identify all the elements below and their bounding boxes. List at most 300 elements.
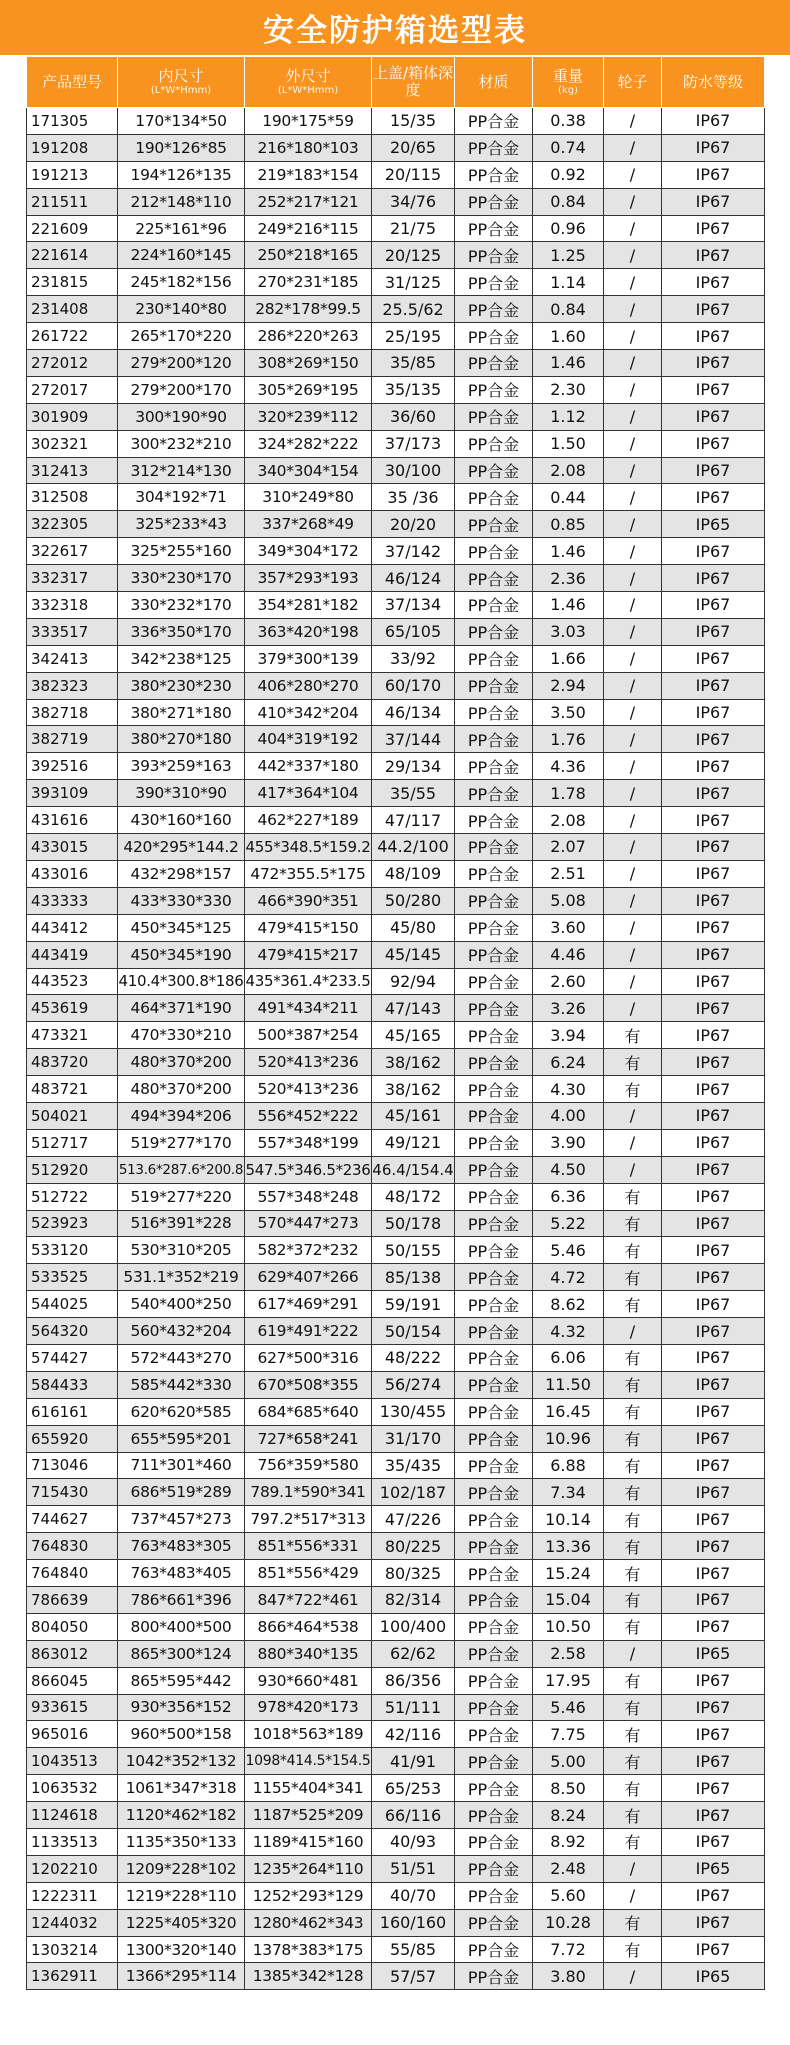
cell-inner-size: 480*370*200	[118, 1076, 245, 1103]
table-row	[27, 108, 765, 135]
cell-weight: 10.96	[533, 1425, 604, 1452]
cell-outer-size: 617*469*291	[245, 1291, 372, 1318]
cell-model: 655920	[27, 1425, 118, 1452]
cell-weight: 0.96	[533, 215, 604, 242]
cell-outer-size: 249*216*115	[245, 215, 372, 242]
cell-rating: IP67	[662, 834, 765, 861]
cell-material: PP合金	[455, 108, 533, 135]
cell-model: 332318	[27, 592, 118, 619]
cell-rating: IP65	[662, 1963, 765, 1990]
table-row	[27, 1802, 765, 1829]
cell-inner-size: 530*310*205	[118, 1237, 245, 1264]
cell-rating: IP67	[662, 565, 765, 592]
cell-inner-size: 519*277*170	[118, 1129, 245, 1156]
cell-depth: 65/253	[372, 1775, 455, 1802]
cell-material: PP合金	[455, 1210, 533, 1237]
cell-inner-size: 212*148*110	[118, 188, 245, 215]
cell-model: 302321	[27, 430, 118, 457]
cell-model: 866045	[27, 1667, 118, 1694]
cell-model: 433016	[27, 860, 118, 887]
cell-wheel: /	[604, 780, 662, 807]
cell-outer-size: 930*660*481	[245, 1667, 372, 1694]
cell-rating: IP67	[662, 1802, 765, 1829]
table-row	[27, 457, 765, 484]
cell-rating: IP67	[662, 995, 765, 1022]
cell-outer-size: 417*364*104	[245, 780, 372, 807]
cell-material: PP合金	[455, 672, 533, 699]
cell-weight: 5.60	[533, 1882, 604, 1909]
table-row	[27, 1264, 765, 1291]
cell-rating: IP67	[662, 457, 765, 484]
cell-outer-size: 406*280*270	[245, 672, 372, 699]
cell-depth: 41/91	[372, 1748, 455, 1775]
cell-weight: 4.50	[533, 1156, 604, 1183]
cell-depth: 48/172	[372, 1183, 455, 1210]
cell-outer-size: 435*361.4*233.5	[245, 968, 372, 995]
cell-inner-size: 513.6*287.6*200.8	[118, 1156, 245, 1183]
cell-wheel: /	[604, 1855, 662, 1882]
cell-inner-size: 686*519*289	[118, 1479, 245, 1506]
cell-wheel: /	[604, 296, 662, 323]
cell-outer-size: 216*180*103	[245, 134, 372, 161]
cell-inner-size: 300*232*210	[118, 430, 245, 457]
cell-depth: 37/142	[372, 538, 455, 565]
cell-outer-size: 684*685*640	[245, 1398, 372, 1425]
cell-wheel: /	[604, 457, 662, 484]
cell-material: PP合金	[455, 1586, 533, 1613]
cell-wheel: 有	[604, 1479, 662, 1506]
cell-depth: 20/125	[372, 242, 455, 269]
cell-depth: 40/70	[372, 1882, 455, 1909]
cell-rating: IP67	[662, 1183, 765, 1210]
cell-rating: IP67	[662, 1882, 765, 1909]
cell-model: 221609	[27, 215, 118, 242]
cell-weight: 3.94	[533, 1022, 604, 1049]
cell-rating: IP67	[662, 941, 765, 968]
cell-weight: 2.08	[533, 457, 604, 484]
cell-rating: IP67	[662, 726, 765, 753]
cell-material: PP合金	[455, 1721, 533, 1748]
cell-outer-size: 308*269*150	[245, 350, 372, 377]
cell-material: PP合金	[455, 565, 533, 592]
cell-wheel: 有	[604, 1694, 662, 1721]
cell-depth: 48/222	[372, 1344, 455, 1371]
cell-rating: IP67	[662, 1076, 765, 1103]
cell-rating: IP67	[662, 350, 765, 377]
cell-model: 483721	[27, 1076, 118, 1103]
cell-weight: 2.58	[533, 1640, 604, 1667]
cell-wheel: /	[604, 108, 662, 135]
cell-rating: IP67	[662, 1694, 765, 1721]
cell-outer-size: 1385*342*128	[245, 1963, 372, 1990]
cell-model: 1222311	[27, 1882, 118, 1909]
cell-inner-size: 786*661*396	[118, 1586, 245, 1613]
cell-rating: IP67	[662, 1371, 765, 1398]
cell-wheel: /	[604, 1882, 662, 1909]
table-row	[27, 1479, 765, 1506]
cell-material: PP合金	[455, 1425, 533, 1452]
cell-material: PP合金	[455, 1237, 533, 1264]
cell-outer-size: 337*268*49	[245, 511, 372, 538]
cell-model: 533120	[27, 1237, 118, 1264]
cell-wheel: /	[604, 807, 662, 834]
table-row	[27, 1049, 765, 1076]
cell-weight: 0.74	[533, 134, 604, 161]
table-row	[27, 1882, 765, 1909]
cell-depth: 100/400	[372, 1613, 455, 1640]
cell-wheel: /	[604, 834, 662, 861]
cell-outer-size: 310*249*80	[245, 484, 372, 511]
cell-weight: 0.84	[533, 296, 604, 323]
cell-depth: 35 /36	[372, 484, 455, 511]
cell-material: PP合金	[455, 350, 533, 377]
cell-outer-size: 556*452*222	[245, 1102, 372, 1129]
table-row	[27, 645, 765, 672]
cell-rating: IP67	[662, 108, 765, 135]
cell-inner-size: 1225*405*320	[118, 1909, 245, 1936]
cell-outer-size: 670*508*355	[245, 1371, 372, 1398]
cell-depth: 51/111	[372, 1694, 455, 1721]
cell-model: 453619	[27, 995, 118, 1022]
cell-inner-size: 1042*352*132	[118, 1748, 245, 1775]
cell-outer-size: 379*300*139	[245, 645, 372, 672]
cell-model: 544025	[27, 1291, 118, 1318]
table-row	[27, 269, 765, 296]
cell-model: 574427	[27, 1344, 118, 1371]
table-row	[27, 350, 765, 377]
cell-material: PP合金	[455, 1909, 533, 1936]
cell-model: 333517	[27, 618, 118, 645]
cell-wheel: 有	[604, 1802, 662, 1829]
cell-material: PP合金	[455, 914, 533, 941]
cell-weight: 1.46	[533, 538, 604, 565]
cell-inner-size: 480*370*200	[118, 1049, 245, 1076]
cell-model: 191213	[27, 161, 118, 188]
cell-material: PP合金	[455, 1855, 533, 1882]
cell-inner-size: 190*126*85	[118, 134, 245, 161]
cell-weight: 0.38	[533, 108, 604, 135]
cell-inner-size: 585*442*330	[118, 1371, 245, 1398]
cell-outer-size: 1378*383*175	[245, 1936, 372, 1963]
header-wheel	[604, 57, 662, 108]
cell-model: 433333	[27, 887, 118, 914]
cell-weight: 3.80	[533, 1963, 604, 1990]
cell-depth: 46/134	[372, 699, 455, 726]
table-row	[27, 1533, 765, 1560]
cell-wheel: /	[604, 914, 662, 941]
cell-inner-size: 450*345*125	[118, 914, 245, 941]
table-row	[27, 1291, 765, 1318]
page-title: 安全防护箱选型表	[263, 13, 527, 49]
header-inner-label: 内尺寸	[158, 66, 204, 85]
cell-material: PP合金	[455, 780, 533, 807]
cell-depth: 31/170	[372, 1425, 455, 1452]
table-row	[27, 134, 765, 161]
cell-inner-size: 432*298*157	[118, 860, 245, 887]
cell-depth: 35/135	[372, 376, 455, 403]
cell-weight: 5.46	[533, 1694, 604, 1721]
cell-weight: 0.85	[533, 511, 604, 538]
cell-weight: 1.66	[533, 645, 604, 672]
cell-inner-size: 531.1*352*219	[118, 1264, 245, 1291]
cell-depth: 80/325	[372, 1560, 455, 1587]
cell-material: PP合金	[455, 215, 533, 242]
cell-wheel: /	[604, 323, 662, 350]
cell-rating: IP67	[662, 1936, 765, 1963]
table-row	[27, 1855, 765, 1882]
cell-material: PP合金	[455, 1264, 533, 1291]
cell-outer-size: 619*491*222	[245, 1318, 372, 1345]
cell-weight: 2.60	[533, 968, 604, 995]
header-material-label: 材质	[478, 72, 509, 91]
cell-model: 715430	[27, 1479, 118, 1506]
cell-material: PP合金	[455, 1802, 533, 1829]
cell-model: 1362911	[27, 1963, 118, 1990]
table-row	[27, 1156, 765, 1183]
cell-model: 512717	[27, 1129, 118, 1156]
cell-model: 272017	[27, 376, 118, 403]
cell-material: PP合金	[455, 1963, 533, 1990]
cell-wheel: 有	[604, 1452, 662, 1479]
table-row	[27, 1694, 765, 1721]
cell-weight: 10.28	[533, 1909, 604, 1936]
cell-rating: IP67	[662, 1586, 765, 1613]
cell-rating: IP67	[662, 1829, 765, 1856]
cell-rating: IP67	[662, 1909, 765, 1936]
cell-outer-size: 363*420*198	[245, 618, 372, 645]
cell-outer-size: 1187*525*209	[245, 1802, 372, 1829]
header-weight-label: 重量	[552, 66, 583, 85]
table-row	[27, 1586, 765, 1613]
cell-rating: IP67	[662, 538, 765, 565]
cell-inner-size: 420*295*144.2	[118, 834, 245, 861]
table-row	[27, 780, 765, 807]
cell-material: PP合金	[455, 430, 533, 457]
table-row	[27, 995, 765, 1022]
cell-outer-size: 1252*293*129	[245, 1882, 372, 1909]
cell-weight: 4.00	[533, 1102, 604, 1129]
cell-outer-size: 354*281*182	[245, 592, 372, 619]
cell-weight: 6.06	[533, 1344, 604, 1371]
cell-outer-size: 349*304*172	[245, 538, 372, 565]
cell-depth: 50/154	[372, 1318, 455, 1345]
cell-outer-size: 851*556*331	[245, 1533, 372, 1560]
cell-wheel: /	[604, 1640, 662, 1667]
cell-depth: 48/109	[372, 860, 455, 887]
cell-wheel: /	[604, 1318, 662, 1345]
table-row	[27, 296, 765, 323]
cell-wheel: 有	[604, 1183, 662, 1210]
cell-outer-size: 789.1*590*341	[245, 1479, 372, 1506]
cell-rating: IP67	[662, 645, 765, 672]
cell-material: PP合金	[455, 995, 533, 1022]
cell-weight: 16.45	[533, 1398, 604, 1425]
cell-outer-size: 455*348.5*159.2	[245, 834, 372, 861]
cell-outer-size: 756*359*580	[245, 1452, 372, 1479]
cell-wheel: /	[604, 430, 662, 457]
cell-inner-size: 494*394*206	[118, 1102, 245, 1129]
cell-wheel: 有	[604, 1721, 662, 1748]
cell-model: 443419	[27, 941, 118, 968]
cell-rating: IP67	[662, 1748, 765, 1775]
cell-wheel: /	[604, 403, 662, 430]
cell-outer-size: 479*415*217	[245, 941, 372, 968]
cell-wheel: 有	[604, 1264, 662, 1291]
cell-depth: 21/75	[372, 215, 455, 242]
cell-material: PP合金	[455, 1049, 533, 1076]
cell-wheel: /	[604, 1102, 662, 1129]
cell-weight: 6.88	[533, 1452, 604, 1479]
cell-rating: IP67	[662, 860, 765, 887]
cell-outer-size: 1155*404*341	[245, 1775, 372, 1802]
table-row	[27, 1425, 765, 1452]
cell-rating: IP67	[662, 914, 765, 941]
cell-outer-size: 305*269*195	[245, 376, 372, 403]
cell-outer-size: 547.5*346.5*236	[245, 1156, 372, 1183]
cell-depth: 56/274	[372, 1371, 455, 1398]
cell-outer-size: 324*282*222	[245, 430, 372, 457]
cell-model: 332317	[27, 565, 118, 592]
cell-inner-size: 230*140*80	[118, 296, 245, 323]
cell-inner-size: 516*391*228	[118, 1210, 245, 1237]
cell-depth: 15/35	[372, 108, 455, 135]
cell-inner-size: 620*620*585	[118, 1398, 245, 1425]
cell-weight: 2.36	[533, 565, 604, 592]
cell-model: 272012	[27, 350, 118, 377]
cell-rating: IP67	[662, 430, 765, 457]
cell-model: 965016	[27, 1721, 118, 1748]
cell-outer-size: 520*413*236	[245, 1076, 372, 1103]
cell-rating: IP67	[662, 1129, 765, 1156]
cell-wheel: 有	[604, 1398, 662, 1425]
table-row	[27, 699, 765, 726]
table-row	[27, 1398, 765, 1425]
spec-table-body	[27, 108, 765, 1990]
cell-wheel: 有	[604, 1076, 662, 1103]
cell-depth: 25.5/62	[372, 296, 455, 323]
cell-weight: 1.50	[533, 430, 604, 457]
cell-outer-size: 1189*415*160	[245, 1829, 372, 1856]
table-row	[27, 1936, 765, 1963]
cell-model: 433015	[27, 834, 118, 861]
cell-wheel: 有	[604, 1560, 662, 1587]
cell-model: 564320	[27, 1318, 118, 1345]
header-outer-unit: (L*W*Hmm)	[277, 84, 339, 96]
cell-material: PP合金	[455, 376, 533, 403]
cell-material: PP合金	[455, 242, 533, 269]
cell-depth: 20/65	[372, 134, 455, 161]
cell-wheel: /	[604, 269, 662, 296]
cell-weight: 6.36	[533, 1183, 604, 1210]
cell-wheel: 有	[604, 1210, 662, 1237]
cell-weight: 1.60	[533, 323, 604, 350]
cell-inner-size: 430*160*160	[118, 807, 245, 834]
cell-weight: 1.76	[533, 726, 604, 753]
cell-weight: 5.08	[533, 887, 604, 914]
cell-inner-size: 1120*462*182	[118, 1802, 245, 1829]
table-row	[27, 538, 765, 565]
cell-weight: 2.08	[533, 807, 604, 834]
table-row	[27, 618, 765, 645]
cell-material: PP合金	[455, 269, 533, 296]
cell-material: PP合金	[455, 1291, 533, 1318]
cell-wheel: 有	[604, 1371, 662, 1398]
table-row	[27, 968, 765, 995]
cell-weight: 1.78	[533, 780, 604, 807]
cell-outer-size: 466*390*351	[245, 887, 372, 914]
cell-rating: IP67	[662, 1102, 765, 1129]
cell-model: 1063532	[27, 1775, 118, 1802]
table-row	[27, 914, 765, 941]
table-row	[27, 1102, 765, 1129]
table-row	[27, 376, 765, 403]
cell-wheel: /	[604, 592, 662, 619]
cell-weight: 8.24	[533, 1802, 604, 1829]
cell-wheel: /	[604, 1129, 662, 1156]
table-row	[27, 1829, 765, 1856]
cell-material: PP合金	[455, 753, 533, 780]
cell-rating: IP67	[662, 753, 765, 780]
cell-wheel: 有	[604, 1775, 662, 1802]
cell-inner-size: 930*356*152	[118, 1694, 245, 1721]
table-row	[27, 242, 765, 269]
table-row	[27, 484, 765, 511]
cell-weight: 17.95	[533, 1667, 604, 1694]
cell-wheel: /	[604, 1963, 662, 1990]
cell-rating: IP67	[662, 1775, 765, 1802]
cell-model: 171305	[27, 108, 118, 135]
cell-depth: 38/162	[372, 1049, 455, 1076]
cell-material: PP合金	[455, 1102, 533, 1129]
cell-rating: IP67	[662, 242, 765, 269]
table-row	[27, 887, 765, 914]
cell-rating: IP67	[662, 1156, 765, 1183]
cell-depth: 20/20	[372, 511, 455, 538]
cell-inner-size: 711*301*460	[118, 1452, 245, 1479]
cell-weight: 10.50	[533, 1613, 604, 1640]
cell-inner-size: 170*134*50	[118, 108, 245, 135]
cell-outer-size: 282*178*99.5	[245, 296, 372, 323]
header-inner-unit: (L*W*Hmm)	[150, 84, 212, 96]
cell-model: 342413	[27, 645, 118, 672]
table-row	[27, 1237, 765, 1264]
cell-rating: IP67	[662, 215, 765, 242]
cell-outer-size: 410*342*204	[245, 699, 372, 726]
cell-outer-size: 472*355.5*175	[245, 860, 372, 887]
cell-rating: IP67	[662, 887, 765, 914]
table-row	[27, 1318, 765, 1345]
cell-wheel: 有	[604, 1829, 662, 1856]
cell-outer-size: 219*183*154	[245, 161, 372, 188]
cell-rating: IP67	[662, 376, 765, 403]
cell-depth: 65/105	[372, 618, 455, 645]
cell-outer-size: 1235*264*110	[245, 1855, 372, 1882]
cell-inner-size: 865*595*442	[118, 1667, 245, 1694]
cell-material: PP合金	[455, 1506, 533, 1533]
cell-material: PP合金	[455, 1479, 533, 1506]
cell-material: PP合金	[455, 188, 533, 215]
cell-rating: IP67	[662, 807, 765, 834]
cell-depth: 33/92	[372, 645, 455, 672]
header-weight	[533, 57, 604, 108]
cell-outer-size: 582*372*232	[245, 1237, 372, 1264]
cell-inner-size: 194*126*135	[118, 161, 245, 188]
cell-depth: 160/160	[372, 1909, 455, 1936]
cell-material: PP合金	[455, 618, 533, 645]
cell-outer-size: 491*434*211	[245, 995, 372, 1022]
header-inner-size	[118, 57, 245, 108]
cell-rating: IP67	[662, 188, 765, 215]
